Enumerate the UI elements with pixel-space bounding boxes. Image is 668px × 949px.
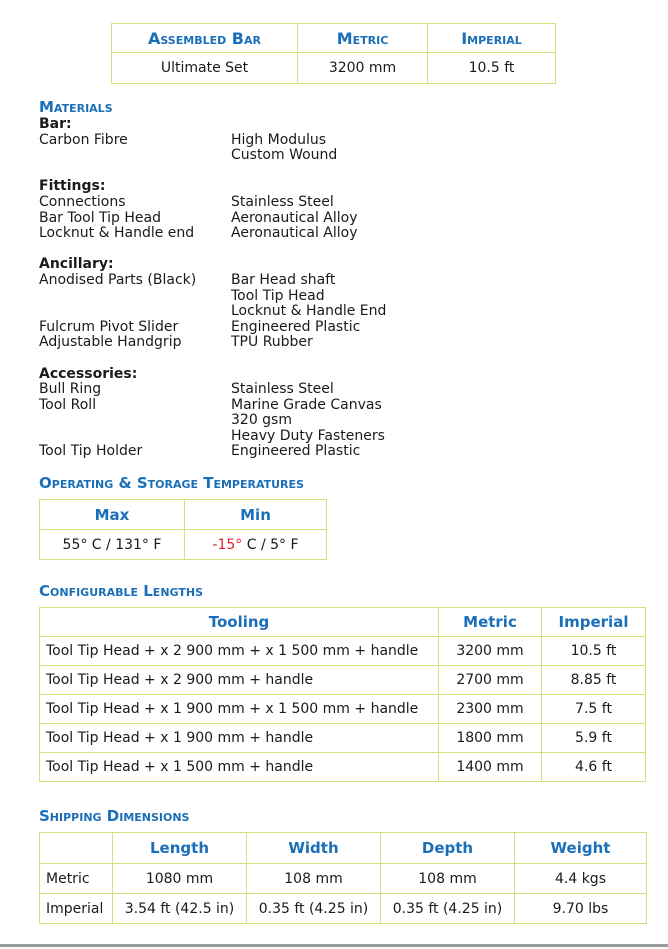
imperial-cell: 7.5 ft [542,695,646,724]
accessories-subheading: Accessories: [39,365,138,382]
material-value: Engineered Plastic [231,443,361,460]
material-label: Fulcrum Pivot Slider [39,318,179,335]
metric-cell: 2700 mm [439,666,542,695]
material-value: Stainless Steel [231,381,334,398]
table-row [40,530,327,560]
table-row [40,666,646,695]
header-imperial: Imperial [542,608,646,637]
length-cell: 1080 mm [113,864,247,894]
table-row [40,753,646,782]
header-tooling: Tooling [40,608,439,637]
material-value: TPU Rubber [231,334,313,351]
list-item [39,429,386,445]
table-row [40,637,646,666]
metric-cell: 1400 mm [439,753,542,782]
list-item [39,195,386,211]
header-metric: Metric [439,608,542,637]
list-item [39,444,386,460]
material-value: Engineered Plastic [231,318,361,335]
assembled-bar-table [111,23,556,84]
bottom-divider [0,944,668,947]
table-header-row [40,833,647,864]
table-row [40,894,647,924]
list-item [39,211,386,227]
material-value: Custom Wound [231,147,338,164]
max-temperature: 55° C / 131° F [40,530,185,560]
metric-cell: 1800 mm [439,724,542,753]
material-value: Stainless Steel [231,193,334,210]
header-metric: Metric [298,24,428,53]
list-item [39,304,386,320]
material-label: Locknut & Handle end [39,225,195,242]
table-header-row [40,500,327,530]
width-cell: 108 mm [247,864,381,894]
metric-cell: 3200 mm [298,53,428,84]
material-label: Bull Ring [39,381,102,398]
list-item [39,398,386,414]
list-item [39,289,386,305]
material-value: Locknut & Handle End [231,303,387,320]
material-value: Marine Grade Canvas [231,396,382,413]
header-depth: Depth [381,833,515,864]
ancillary-subheading: Ancillary: [39,256,114,273]
lengths-table [39,607,646,782]
weight-cell: 9.70 lbs [515,894,647,924]
imperial-cell: 4.6 ft [542,753,646,782]
temperatures-heading: Operating & Storage Temperatures [39,474,304,492]
list-item [39,413,386,429]
header-blank [40,833,113,864]
table-row [40,864,647,894]
material-label: Tool Roll [39,396,97,413]
material-value: Aeronautical Alloy [231,209,358,226]
material-value: Heavy Duty Fasteners [231,427,385,444]
list-item [39,148,386,164]
list-item [39,133,386,149]
list-item [39,226,386,242]
tooling-cell: Tool Tip Head + x 2 900 mm + x 1 500 mm + handle [40,637,439,666]
material-value: High Modulus [231,131,327,148]
bar-subheading: Bar: [39,116,72,132]
width-cell: 0.35 ft (4.25 in) [247,894,381,924]
table-header-row [112,24,556,53]
material-value: 320 gsm [231,412,292,429]
list-item [39,382,386,398]
fittings-subheading: Fittings: [39,178,106,195]
material-label: Connections [39,193,126,210]
tooling-cell: Tool Tip Head + x 1 500 mm + handle [40,753,439,782]
min-temperature: -15° C / 5° F [185,530,327,560]
material-value: Aeronautical Alloy [231,225,358,242]
header-min: Min [185,500,327,530]
material-label: Carbon Fibre [39,131,128,148]
imperial-cell: 8.85 ft [542,666,646,695]
header-length: Length [113,833,247,864]
material-label: Tool Tip Holder [39,443,143,460]
tooling-cell: Tool Tip Head + x 1 900 mm + handle [40,724,439,753]
table-row [40,724,646,753]
metric-cell: 2300 mm [439,695,542,724]
header-width: Width [247,833,381,864]
material-label: Anodised Parts (Black) [39,271,197,288]
table-row [40,695,646,724]
list-item [39,320,386,336]
unit-label: Metric [40,864,113,894]
length-cell: 3.54 ft (42.5 in) [113,894,247,924]
header-max: Max [40,500,185,530]
header-weight: Weight [515,833,647,864]
lengths-heading: Configurable Lengths [39,582,203,600]
set-name-cell: Ultimate Set [112,53,298,84]
table-row [112,53,556,84]
table-header-row [40,608,646,637]
list-item [39,335,386,351]
list-item [39,273,386,289]
tooling-cell: Tool Tip Head + x 2 900 mm + handle [40,666,439,695]
depth-cell: 0.35 ft (4.25 in) [381,894,515,924]
unit-label: Imperial [40,894,113,924]
shipping-table [39,832,647,924]
negative-temperature: -15° [212,536,243,553]
weight-cell: 4.4 kgs [515,864,647,894]
imperial-cell: 10.5 ft [428,53,556,84]
header-imperial: Imperial [428,24,556,53]
shipping-heading: Shipping Dimensions [39,807,190,825]
metric-cell: 3200 mm [439,637,542,666]
depth-cell: 108 mm [381,864,515,894]
materials-list [39,117,386,460]
material-value: Bar Head shaft [231,271,336,288]
materials-heading: Materials [39,98,113,116]
imperial-cell: 5.9 ft [542,724,646,753]
tooling-cell: Tool Tip Head + x 1 900 mm + x 1 500 mm + handle [40,695,439,724]
imperial-cell: 10.5 ft [542,637,646,666]
header-assembled-bar: Assembled Bar [112,24,298,53]
temperature-table [39,499,327,560]
material-value: Tool Tip Head [231,287,325,304]
material-label: Adjustable Handgrip [39,334,182,351]
material-label: Bar Tool Tip Head [39,209,161,226]
